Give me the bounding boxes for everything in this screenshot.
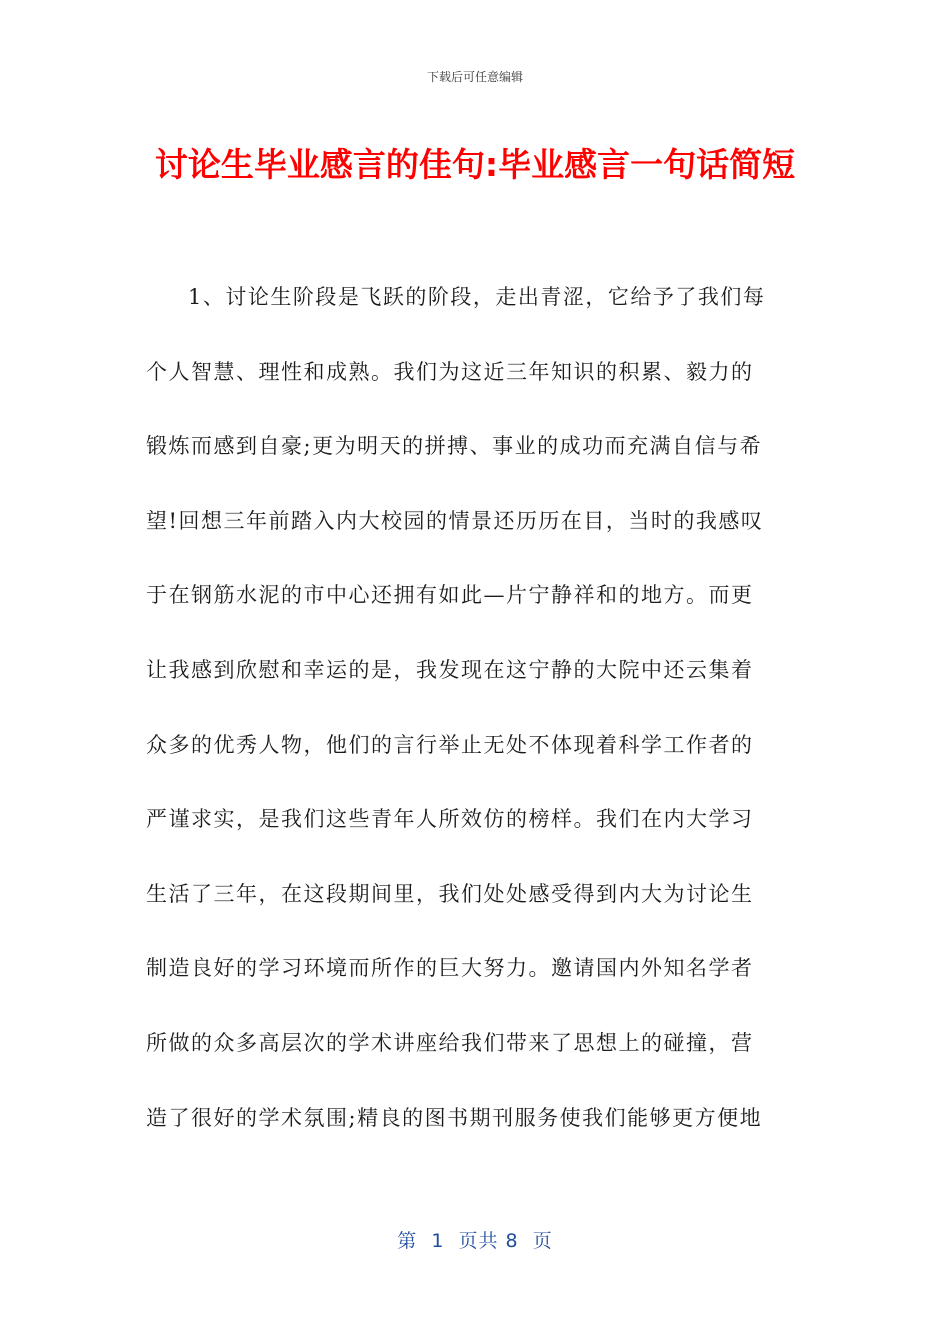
body-line: 锻炼而感到自豪;更为明天的拼搏、事业的成功而充满自信与希 [146,434,763,459]
body-line: 造了很好的学术氛围;精良的图书期刊服务使我们能够更方便地 [146,1105,763,1130]
body-line: 望!回想三年前踏入内大校园的情景还历历在目，当时的我感叹 [146,508,764,533]
header-note: 下载后可任意编辑 [426,70,523,84]
body-line: 个人智慧、理性和成熟。我们为这近三年知识的积累、毅力的 [146,359,754,384]
document-title: 讨论生毕业感言的佳句:毕业感言一句话简短 [154,145,796,184]
body-line: 1、讨论生阶段是飞跃的阶段，走出青涩，它给予了我们每 [188,285,766,309]
body-line: 生活了三年，在这段期间里，我们处处感受得到内大为讨论生 [146,881,754,906]
body-line: 让我感到欣慰和幸运的是，我发现在这宁静的大院中还云集着 [146,657,754,682]
body-line: 于在钢筋水泥的市中心还拥有如此—片宁静祥和的地方。而更 [146,583,754,608]
body-line: 众多的优秀人物，他们的言行举止无处不体现着科学工作者的 [146,732,754,757]
page-footer: 第 1 页共 8 页 [397,1230,553,1252]
body-paragraph [146,260,806,1155]
body-line: 严谨求实，是我们这些青年人所效仿的榜样。我们在内大学习 [146,807,754,832]
body-line: 制造良好的学习环境而所作的巨大努力。邀请国内外知名学者 [146,956,754,981]
body-line: 所做的众多高层次的学术讲座给我们带来了思想上的碰撞，营 [146,1030,754,1055]
